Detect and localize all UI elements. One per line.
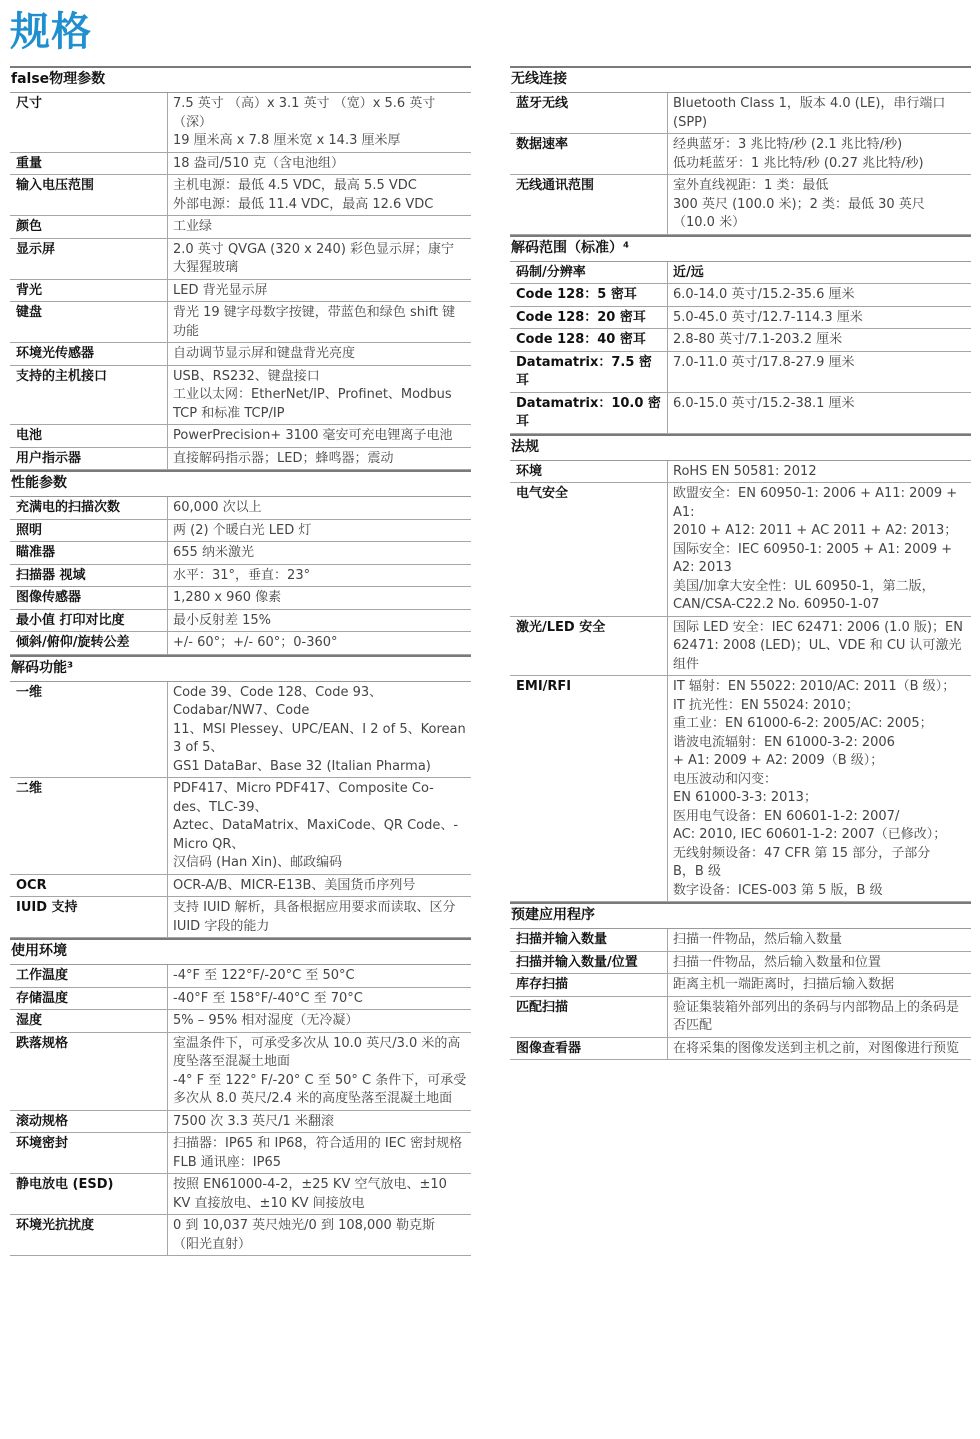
spec-value: 1,280 x 960 像素 bbox=[173, 590, 282, 605]
spec-value: 验证集装箱外部列出的条码与内部物品上的条码是否匹配 bbox=[673, 999, 960, 1033]
spec-label: 电气安全 bbox=[510, 483, 668, 616]
spec-table-header bbox=[510, 262, 971, 285]
section-heading: 解码范围（标准）⁴ bbox=[510, 237, 971, 262]
spec-value: 室外直线视距：1 类：最低 300 英尺 (100.0 米)；2 类：最低 30 英尺 （10.0 米） bbox=[673, 178, 925, 230]
spec-value: +/- 60°；+/- 60°；0-360° bbox=[173, 635, 338, 650]
spec-value: 近/远 bbox=[673, 264, 704, 280]
spec-row bbox=[510, 1038, 971, 1061]
spec-value: 5% – 95% 相对湿度（无冷凝） bbox=[173, 1013, 359, 1028]
spec-row bbox=[10, 1215, 471, 1256]
spec-label: 静电放电 (ESD) bbox=[10, 1174, 168, 1214]
spec-label: 图像查看器 bbox=[510, 1038, 668, 1060]
spec-value: 水平：31°，垂直：23° bbox=[173, 567, 311, 583]
spec-label: 数据速率 bbox=[510, 134, 668, 174]
spec-row bbox=[10, 302, 471, 343]
spec-row bbox=[10, 216, 471, 239]
spec-label: 用户指示器 bbox=[10, 448, 168, 470]
spec-value: 欧盟安全：EN 60950-1: 2006 + A11: 2009 + A1: 2010 + A12: 2011 + AC 2011 + A2: 2013；国际安全：IEC 60950-1: 2005 + A1: 2009 + A2: 2013 美国/加拿大安全性：UL 60950-1，第二版，CAN/CSA-C22.2 No. 60950-1-07 bbox=[673, 486, 958, 612]
spec-row bbox=[10, 343, 471, 366]
spec-value: 距离主机一端距离时，扫描后输入数据 bbox=[673, 977, 895, 992]
spec-value: PDF417、Micro PDF417、Composite Co-des、TLC-39、 Aztec、DataMatrix、MaxiCode、QR Code、-Micro QR、 汉信码 (Han Xin)、邮政编码 bbox=[173, 781, 459, 870]
spec-row bbox=[510, 617, 971, 677]
spec-value: 7500 次 3.3 英尺/1 米翻滚 bbox=[173, 1113, 334, 1129]
spec-section bbox=[10, 938, 471, 1256]
spec-row bbox=[10, 366, 471, 426]
spec-value: -4°F 至 122°F/-20°C 至 50°C bbox=[173, 968, 355, 983]
spec-value: 655 纳米激光 bbox=[173, 545, 254, 560]
spec-value: 6.0-15.0 英寸/15.2-38.1 厘米 bbox=[673, 395, 855, 411]
spec-label: 工作温度 bbox=[10, 965, 168, 987]
spec-label: 扫描并输入数量 bbox=[510, 929, 668, 951]
spec-value: 背光 19 键字母数字按键，带蓝色和绿色 shift 键功能 bbox=[173, 305, 456, 339]
spec-row bbox=[510, 952, 971, 975]
spec-row bbox=[10, 988, 471, 1011]
spec-row bbox=[10, 897, 471, 938]
spec-row bbox=[510, 175, 971, 235]
spec-row bbox=[10, 632, 471, 655]
spec-section bbox=[510, 235, 971, 434]
section-heading: 解码功能³ bbox=[10, 657, 471, 682]
spec-row bbox=[10, 1174, 471, 1215]
spec-value: 两 (2) 个暖白光 LED 灯 bbox=[173, 522, 312, 538]
spec-label: Code 128：20 密耳 bbox=[510, 307, 668, 329]
spec-label: 键盘 bbox=[10, 302, 168, 342]
spec-value: 在将采集的图像发送到主机之前，对图像进行预览 bbox=[673, 1040, 960, 1056]
spec-label: 支持的主机接口 bbox=[10, 366, 168, 425]
spec-row bbox=[10, 875, 471, 898]
left-column bbox=[10, 66, 471, 1256]
spec-row bbox=[510, 974, 971, 997]
spec-row bbox=[10, 1111, 471, 1134]
spec-row bbox=[510, 93, 971, 134]
spec-value: 60,000 次以上 bbox=[173, 500, 262, 515]
spec-label: 图像传感器 bbox=[10, 587, 168, 609]
spec-row bbox=[510, 483, 971, 617]
spec-section bbox=[510, 434, 971, 903]
spec-value: 5.0-45.0 英寸/12.7-114.3 厘米 bbox=[673, 309, 863, 325]
spec-label: 湿度 bbox=[10, 1010, 168, 1032]
spec-label: 充满电的扫描次数 bbox=[10, 497, 168, 519]
spec-value: IT 辐射：EN 55022: 2010/AC: 2011（B 级）； IT 抗光性：EN 55024: 2010； 重工业：EN 61000-6-2: 2005/AC: 2005； 谐波电流辐射：EN 61000-3-2: 2006 + A1: 2009 + A2: 2009（B 级）； 电压波动和闪变： EN 61000-3-3: 2013； 医用电气设备：EN 60601-1-2: 2007/ AC: 2010, IEC 60601-1-2: 2007（已修改）； 无线射频设备：47 CFR 第 15 部分，子部分 B，B 级 数字设备：ICES-003 第 5 版，B 级 bbox=[673, 679, 956, 898]
spec-label: Code 128：40 密耳 bbox=[510, 329, 668, 351]
spec-label: 环境 bbox=[510, 461, 668, 483]
spec-label: 跌落规格 bbox=[10, 1033, 168, 1110]
spec-value: 2.0 英寸 QVGA (320 x 240) 彩色显示屏；康宁大猩猩玻璃 bbox=[173, 241, 455, 275]
spec-value: 2.8-80 英寸/7.1-203.2 厘米 bbox=[673, 332, 843, 347]
spec-row bbox=[510, 929, 971, 952]
spec-section bbox=[510, 66, 971, 235]
right-column bbox=[510, 66, 971, 1060]
spec-row bbox=[10, 497, 471, 520]
spec-label: 环境光传感器 bbox=[10, 343, 168, 365]
spec-label: 码制/分辨率 bbox=[510, 262, 668, 284]
spec-row bbox=[510, 676, 971, 902]
spec-row bbox=[10, 425, 471, 448]
spec-label: 无线通讯范围 bbox=[510, 175, 668, 234]
spec-value: Code 39、Code 128、Code 93、Codabar/NW7、Code 11、MSI Plessey、UPC/EAN、I 2 of 5、Korean 3 of 5、 GS1 DataBar、Base 32 (Italian Pharma) bbox=[173, 684, 466, 774]
spec-label: 环境光抗扰度 bbox=[10, 1215, 168, 1255]
spec-row bbox=[10, 448, 471, 471]
spec-row bbox=[10, 1133, 471, 1174]
spec-value: 18 盎司/510 克（含电池组） bbox=[173, 155, 344, 171]
spec-label: 尺寸 bbox=[10, 93, 168, 152]
spec-label: 重量 bbox=[10, 153, 168, 175]
spec-row bbox=[510, 284, 971, 307]
spec-label: 蓝牙无线 bbox=[510, 93, 668, 133]
spec-row bbox=[510, 134, 971, 175]
spec-label: 环境密封 bbox=[10, 1133, 168, 1173]
spec-label: 库存扫描 bbox=[510, 974, 668, 996]
spec-row bbox=[10, 153, 471, 176]
spec-value: 扫描器：IP65 和 IP68，符合适用的 IEC 密封规格 FLB 通讯座：IP65 bbox=[173, 1136, 463, 1170]
spec-label: 匹配扫描 bbox=[510, 997, 668, 1037]
spec-row bbox=[10, 542, 471, 565]
spec-row bbox=[510, 461, 971, 484]
page-title: 规格 bbox=[10, 9, 92, 55]
spec-value: -40°F 至 158°F/-40°C 至 70°C bbox=[173, 990, 363, 1006]
spec-value: LED 背光显示屏 bbox=[173, 282, 268, 298]
spec-value: USB、RS232、键盘接口 工业以太网：EtherNet/IP、Profinet、Modbus TCP 和标准 TCP/IP bbox=[173, 368, 452, 421]
spec-label: 存储温度 bbox=[10, 988, 168, 1010]
spec-row bbox=[510, 307, 971, 330]
spec-value: 扫描一件物品，然后输入数量和位置 bbox=[673, 954, 882, 970]
spec-row bbox=[10, 965, 471, 988]
spec-label: IUID 支持 bbox=[10, 897, 168, 937]
spec-label: OCR bbox=[10, 875, 168, 897]
spec-row bbox=[510, 352, 971, 393]
spec-row bbox=[10, 93, 471, 153]
spec-label: 背光 bbox=[10, 280, 168, 302]
spec-row bbox=[510, 329, 971, 352]
spec-label: EMI/RFI bbox=[510, 676, 668, 901]
spec-section bbox=[10, 66, 471, 470]
spec-row bbox=[510, 997, 971, 1038]
spec-row bbox=[10, 565, 471, 588]
spec-label: 二维 bbox=[10, 778, 168, 874]
spec-row bbox=[510, 393, 971, 434]
section-heading: 预建应用程序 bbox=[510, 904, 971, 929]
spec-section bbox=[510, 902, 971, 1060]
spec-row bbox=[10, 778, 471, 875]
spec-value: 主机电源：最低 4.5 VDC，最高 5.5 VDC 外部电源：最低 11.4 VDC，最高 12.6 VDC bbox=[173, 178, 434, 212]
spec-label: Datamatrix：7.5 密耳 bbox=[510, 352, 668, 392]
spec-section bbox=[10, 470, 471, 655]
section-heading: 法规 bbox=[510, 436, 971, 461]
spec-label: 颜色 bbox=[10, 216, 168, 238]
spec-label: 电池 bbox=[10, 425, 168, 447]
section-heading: false物理参数 bbox=[10, 68, 471, 93]
spec-label: 瞄准器 bbox=[10, 542, 168, 564]
spec-row bbox=[10, 1010, 471, 1033]
spec-label: 扫描器 视域 bbox=[10, 565, 168, 587]
spec-row bbox=[10, 1033, 471, 1111]
spec-label: 一维 bbox=[10, 682, 168, 778]
spec-value: 7.0-11.0 英寸/17.8-27.9 厘米 bbox=[673, 354, 855, 370]
spec-value: 国际 LED 安全：IEC 62471: 2006 (1.0 版)；EN 62471: 2008 (LED)；UL、VDE 和 CU 认可激光组件 bbox=[673, 619, 963, 672]
spec-row bbox=[10, 682, 471, 779]
spec-value: PowerPrecision+ 3100 毫安可充电锂离子电池 bbox=[173, 428, 453, 443]
spec-value: 工业绿 bbox=[173, 219, 213, 234]
spec-label: 照明 bbox=[10, 520, 168, 542]
spec-label: 最小值 打印对比度 bbox=[10, 610, 168, 632]
spec-value: OCR-A/B、MICR-E13B、美国货币序列号 bbox=[173, 877, 416, 893]
spec-value: 6.0-14.0 英寸/15.2-35.6 厘米 bbox=[673, 287, 855, 302]
spec-row bbox=[10, 280, 471, 303]
spec-value: 0 到 10,037 英尺烛光/0 到 108,000 勒克斯 （阳光直射） bbox=[173, 1218, 435, 1252]
spec-value: 7.5 英寸 （高）x 3.1 英寸 （宽）x 5.6 英寸 （深） 19 厘米高 x 7.8 厘米宽 x 14.3 厘米厚 bbox=[173, 96, 436, 148]
spec-value: 直接解码指示器；LED；蜂鸣器；震动 bbox=[173, 450, 394, 466]
spec-section bbox=[10, 655, 471, 939]
spec-value: 自动调节显示屏和键盘背光亮度 bbox=[173, 346, 356, 361]
spec-label: 输入电压范围 bbox=[10, 175, 168, 215]
section-heading: 性能参数 bbox=[10, 472, 471, 497]
spec-row bbox=[10, 175, 471, 216]
spec-label: 扫描并输入数量/位置 bbox=[510, 952, 668, 974]
spec-row bbox=[10, 520, 471, 543]
spec-value: RoHS EN 50581: 2012 bbox=[673, 463, 817, 479]
spec-label: 滚动规格 bbox=[10, 1111, 168, 1133]
section-heading: 使用环境 bbox=[10, 940, 471, 965]
spec-value: Bluetooth Class 1，版本 4.0 (LE)，串行端口 (SPP) bbox=[673, 96, 946, 130]
spec-row bbox=[10, 610, 471, 633]
spec-value: 按照 EN61000-4-2，±25 KV 空气放电、±10 KV 直接放电、±10 KV 间接放电 bbox=[173, 1177, 447, 1211]
spec-label: 倾斜/俯仰/旋转公差 bbox=[10, 632, 168, 654]
spec-value: 经典蓝牙：3 兆比特/秒 (2.1 兆比特/秒) 低功耗蓝牙：1 兆比特/秒 (0.27 兆比特/秒) bbox=[673, 137, 924, 171]
spec-label: 激光/LED 安全 bbox=[510, 617, 668, 676]
spec-value: 室温条件下，可承受多次从 10.0 英尺/3.0 米的高度坠落至混凝土地面 -4° F 至 122° F/-20° C 至 50° C 条件下，可承受多次从 8.0 英尺/2.4 米的高度坠落至混凝土地面 bbox=[173, 1035, 467, 1106]
section-heading: 无线连接 bbox=[510, 68, 971, 93]
spec-row bbox=[10, 587, 471, 610]
spec-value: 最小反射差 15% bbox=[173, 612, 272, 628]
spec-value: 扫描一件物品，然后输入数量 bbox=[673, 932, 843, 947]
spec-label: 显示屏 bbox=[10, 239, 168, 279]
spec-value: 支持 IUID 解析，具备根据应用要求而读取、区分 IUID 字段的能力 bbox=[173, 900, 456, 934]
spec-label: Datamatrix：10.0 密耳 bbox=[510, 393, 668, 433]
spec-row bbox=[10, 239, 471, 280]
spec-label: Code 128：5 密耳 bbox=[510, 284, 668, 306]
